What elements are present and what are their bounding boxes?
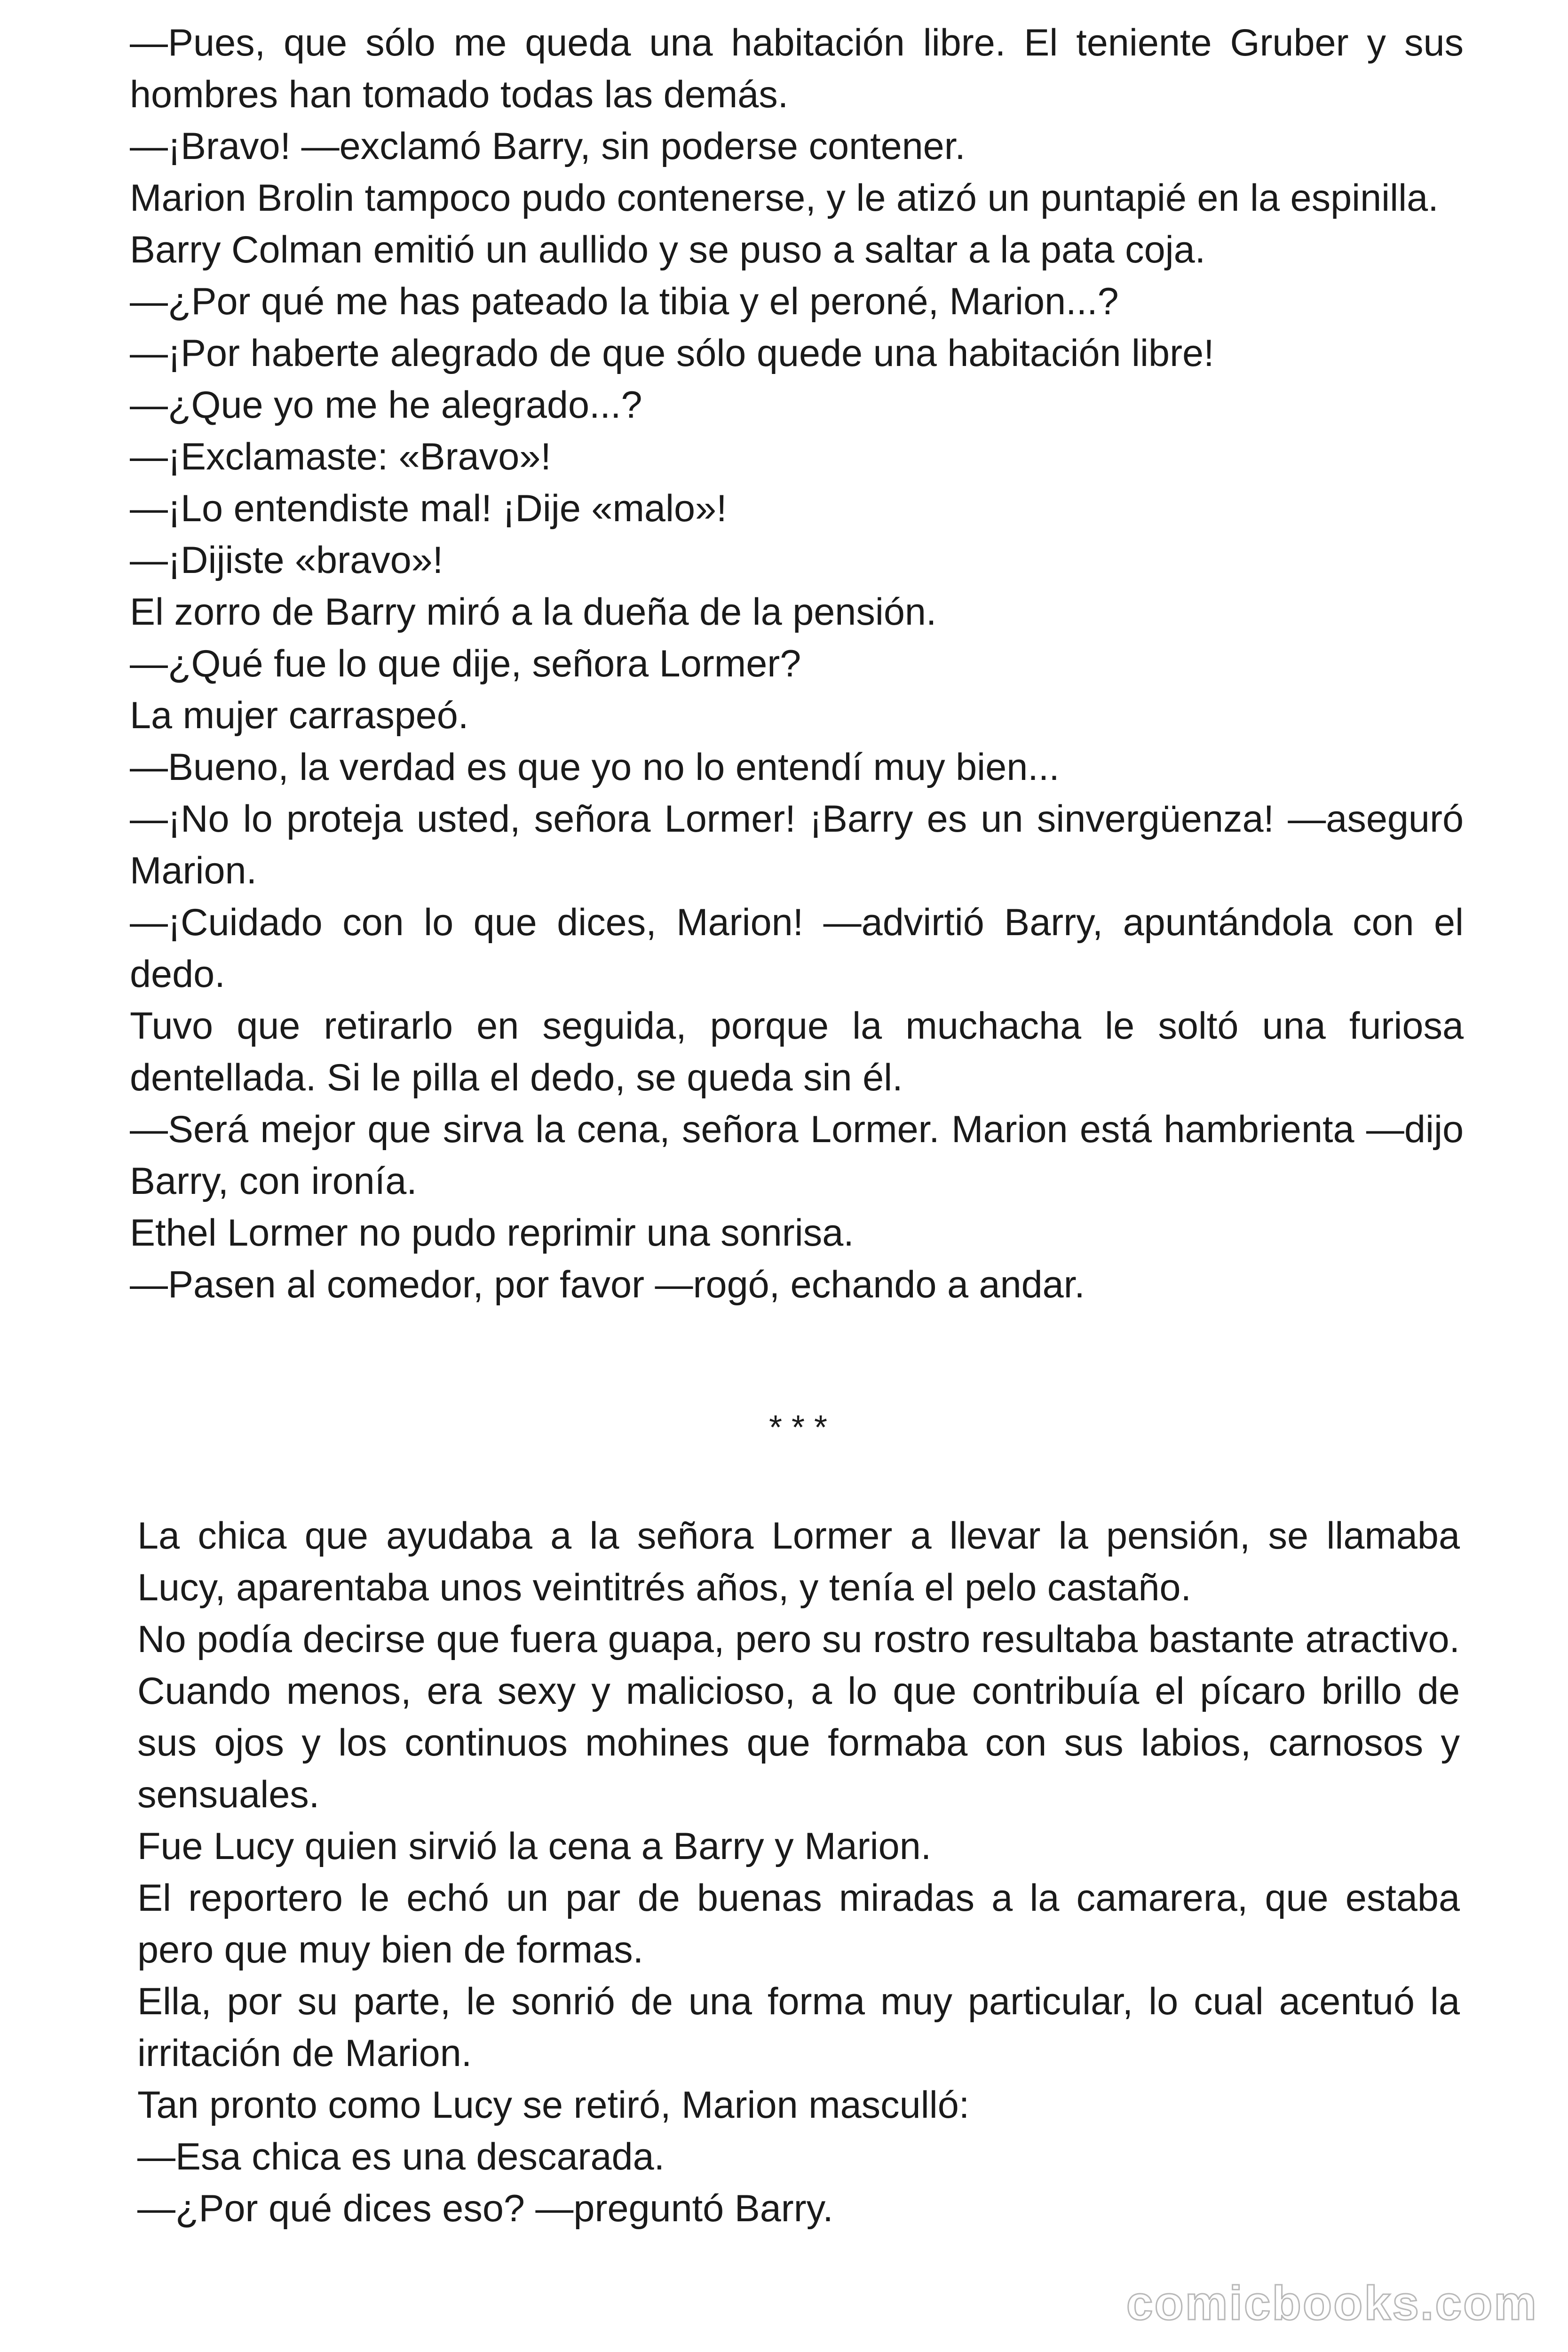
section-separator: * * * [768, 1409, 828, 1446]
paragraph: —¡Bravo! —exclamó Barry, sin poderse contener. [130, 125, 966, 167]
paragraph: —Pues, que sólo me queda una habitación libre. El teniente Gruber y sus hombres han tomado todas las demás. [130, 22, 1464, 116]
paragraph: La mujer carraspeó. [130, 694, 469, 737]
paragraph: No podía decirse que fuera guapa, pero su rostro resultaba bastante atractivo. Cuando menos, era sexy y malicioso, a lo que contribuía el pícaro brillo de sus ojos y los continuos mohines que formaba con sus labios, carnosos y sensuales. [137, 1618, 1460, 1816]
paragraph: —Pasen al comedor, por favor —rogó, echando a andar. [130, 1263, 1085, 1306]
paragraph: —¿Por qué me has pateado la tibia y el peroné, Marion...? [130, 280, 1119, 323]
paragraph: —¡Por haberte alegrado de que sólo quede una habitación libre! [130, 332, 1214, 374]
paragraph: —¿Qué fue lo que dije, señora Lormer? [130, 643, 801, 685]
paragraph: Fue Lucy quien sirvió la cena a Barry y Marion. [137, 1825, 932, 1867]
paragraph: Tan pronto como Lucy se retiró, Marion masculló: [137, 2084, 970, 2126]
watermark-logo: comicbooks.com [1126, 2276, 1538, 2330]
paragraph: Ella, por su parte, le sonrió de una forma muy particular, lo cual acentuó la irritación de Marion. [137, 1980, 1460, 2074]
text-block-second [137, 1510, 1460, 2234]
paragraph: —¿Que yo me he alegrado...? [130, 384, 642, 426]
paragraph: —¡Exclamaste: «Bravo»! [130, 436, 551, 478]
paragraph: Tuvo que retirarlo en seguida, porque la muchacha le soltó una furiosa dentellada. Si le pilla el dedo, se queda sin él. [130, 1005, 1464, 1099]
paragraph: —¡Cuidado con lo que dices, Marion! —advirtió Barry, apuntándola con el dedo. [130, 901, 1464, 995]
paragraph: Ethel Lormer no pudo reprimir una sonrisa. [130, 1212, 854, 1254]
text-block-first [130, 17, 1464, 1311]
paragraph: El zorro de Barry miró a la dueña de la pensión. [130, 591, 937, 633]
paragraph: —¡Lo entendiste mal! ¡Dije «malo»! [130, 487, 727, 530]
paragraph: La chica que ayudaba a la señora Lormer a llevar la pensión, se llamaba Lucy, aparentaba unos veintitrés años, y tenía el pelo castaño. [137, 1515, 1460, 1609]
paragraph: —¿Por qué dices eso? —preguntó Barry. [137, 2187, 833, 2230]
paragraph: —Bueno, la verdad es que yo no lo entendí muy bien... [130, 746, 1060, 788]
paragraph: El reportero le echó un par de buenas miradas a la camarera, que estaba pero que muy bien de formas. [137, 1877, 1460, 1971]
paragraph: Barry Colman emitió un aullido y se puso a saltar a la pata coja. [130, 229, 1206, 271]
paragraph: —Será mejor que sirva la cena, señora Lormer. Marion está hambrienta —dijo Barry, con ironía. [130, 1108, 1464, 1202]
paragraph: —¡Dijiste «bravo»! [130, 539, 443, 581]
paragraph: Marion Brolin tampoco pudo contenerse, y le atizó un puntapié en la espinilla. [130, 177, 1439, 219]
paragraph: —Esa chica es una descarada. [137, 2136, 665, 2178]
paragraph: —¡No lo proteja usted, señora Lormer! ¡Barry es un sinvergüenza! —aseguró Marion. [130, 798, 1464, 892]
